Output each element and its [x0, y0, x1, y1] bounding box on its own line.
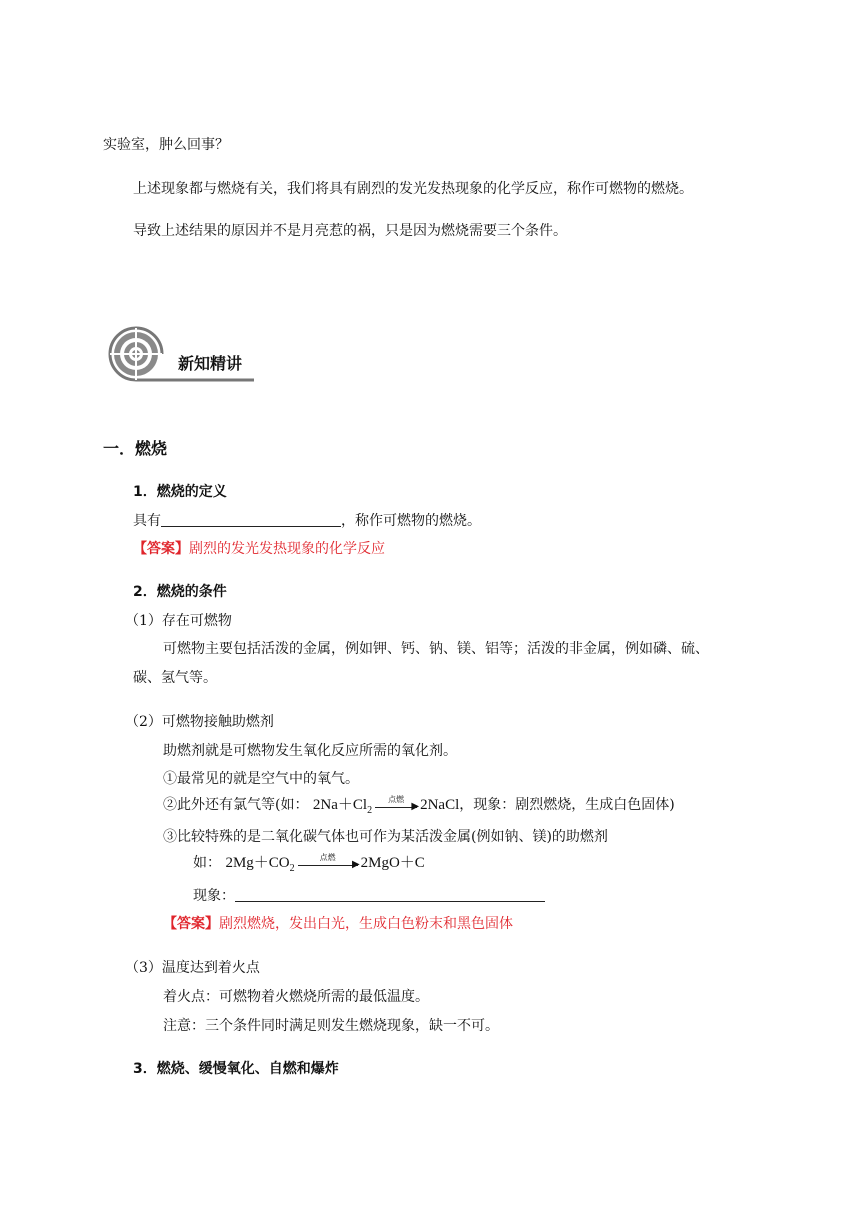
eq1-left: 2Na＋Cl — [312, 797, 368, 813]
eq1-condition: 点燃 — [388, 795, 405, 804]
equation-mg-co2 — [225, 853, 425, 874]
s2-c2-equation-2 — [193, 851, 425, 874]
s1-answer-blank — [161, 512, 341, 527]
s2-c2-item-2 — [163, 793, 675, 816]
s1-answer-text: 剧烈的发光发热现象的化学反应 — [189, 541, 385, 557]
reaction-arrow: 点燃 ▶ — [375, 797, 417, 808]
intro-line-1: 实验室，肿么回事？ — [103, 137, 229, 153]
phenomenon-label: 现象： — [193, 888, 235, 904]
intro-line-2: 上述现象都与燃烧有关，我们将具有剧烈的发光发热现象的化学反应，称作可燃物的燃烧。 — [133, 181, 693, 197]
s2-phenomenon — [193, 885, 545, 905]
s2-c2-title: （2）可燃物接触助燃剂 — [125, 714, 274, 730]
eq2-condition: 点燃 — [319, 853, 336, 862]
eq1-sub: 2 — [367, 805, 373, 816]
s1-answer-tag: 【答案】 — [133, 541, 189, 557]
s1-question-suffix: ，称作可燃物的燃烧。 — [341, 513, 481, 529]
s2-c2-item-2-prefix: ②此外还有氯气等(如： — [163, 797, 309, 813]
s1-answer — [133, 538, 385, 558]
s2-c1-text-b: 碳、氢气等。 — [133, 670, 217, 686]
heading-combustion: 一．燃烧 — [103, 439, 168, 458]
phenomenon-blank — [235, 887, 545, 902]
section-banner — [108, 325, 258, 383]
s2-answer — [163, 913, 513, 933]
eq1-right: 2NaCl — [420, 797, 460, 813]
eq2-right: 2MgO＋C — [360, 855, 425, 871]
s1-question-prefix: 具有 — [133, 513, 161, 529]
s2-c2-text: 助燃剂就是可燃物发生氧化反应所需的氧化剂。 — [163, 743, 457, 759]
s2-title: 2．燃烧的条件 — [133, 584, 227, 600]
s2-c2-item-3: ③比较特殊的是二氧化碳气体也可作为某活泼金属(例如钠、镁)的助燃剂 — [163, 829, 608, 845]
section-banner-title: 新知精讲 — [178, 354, 243, 373]
s1-title: 1．燃烧的定义 — [133, 484, 227, 500]
s2-c3-text-1: 着火点：可燃物着火燃烧所需的最低温度。 — [163, 989, 429, 1005]
s1-question — [133, 510, 481, 530]
intro-line-3: 导致上述结果的原因并不是月亮惹的祸，只是因为燃烧需要三个条件。 — [133, 223, 567, 239]
s2-answer-text: 剧烈燃烧，发出白光，生成白色粉末和黑色固体 — [219, 916, 513, 932]
s2-c3-text-2: 注意：三个条件同时满足则发生燃烧现象，缺一不可。 — [163, 1018, 499, 1034]
s2-c1-title: （1）存在可燃物 — [125, 613, 232, 629]
s2-c1-text-a: 可燃物主要包括活泼的金属，例如钾、钙、钠、镁、铝等；活泼的非金属，例如磷、硫、 — [163, 641, 709, 657]
equation-na-cl — [312, 795, 460, 816]
eq2-left: 2Mg＋CO — [225, 855, 290, 871]
s2-answer-tag: 【答案】 — [163, 916, 219, 932]
s2-c2-item-1: ①最常见的就是空气中的氧气。 — [163, 771, 359, 787]
eq2-prefix: 如： — [193, 855, 221, 871]
s2-c2-item-2-suffix: ，现象：剧烈燃烧，生成白色固体) — [459, 797, 675, 813]
s2-c3-title: （3）温度达到着火点 — [125, 960, 260, 976]
eq2-sub: 2 — [289, 863, 295, 874]
s3-title: 3．燃烧、缓慢氧化、自燃和爆炸 — [133, 1061, 339, 1077]
reaction-arrow: 点燃 ▶ — [298, 855, 358, 866]
